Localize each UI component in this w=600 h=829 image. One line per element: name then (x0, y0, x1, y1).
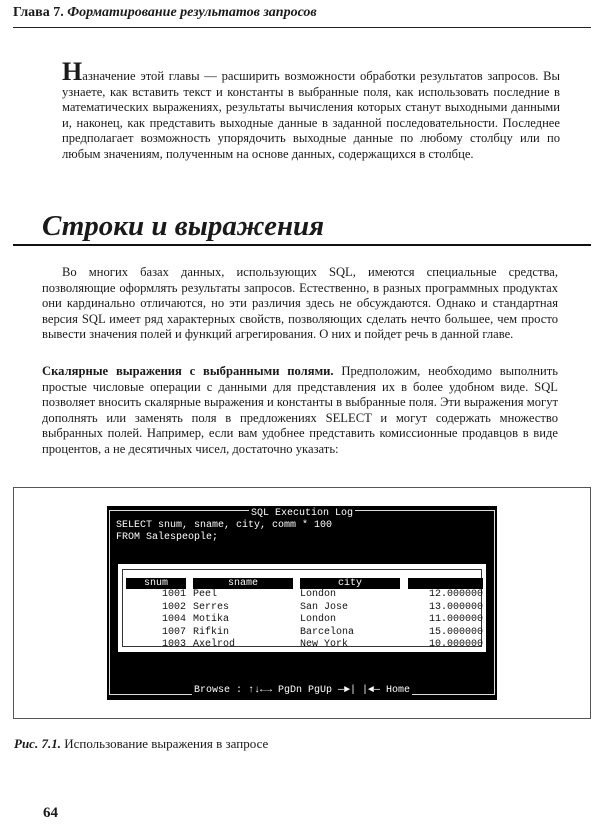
column-header (408, 578, 483, 589)
column-comm-expression (408, 578, 483, 652)
screen-frame (109, 510, 495, 695)
figure-caption (14, 736, 268, 752)
chapter-number: Глава 7. (13, 5, 64, 20)
table-cell: 1004 (161, 614, 186, 625)
result-table-border (122, 569, 483, 650)
result-table (118, 564, 486, 652)
section-rule (13, 244, 591, 246)
paragraph-3 (42, 364, 558, 458)
header-rule (13, 27, 591, 28)
sql-query (116, 520, 332, 544)
table-cell: New York (300, 639, 349, 650)
intro-paragraph (62, 57, 560, 163)
column-city (300, 578, 400, 652)
table-cell: 1001 (161, 589, 186, 600)
browse-status-text: Browse : ↑↓←→ PgDn PgUp —►| |◄— Home (193, 685, 411, 696)
table-cell: 1002 (161, 601, 186, 613)
chapter-title: Форматирование результатов запросов (67, 5, 317, 20)
sql-execution-log-screen (107, 506, 497, 700)
column-snum (126, 578, 186, 652)
column-sname (193, 578, 293, 652)
paragraph-2: Во многих базах данных, использующих SQL, имеются специальные средства, позволяющие оформлять результаты запросов. Естественно, в разных программных продуктах они кардинально отличаются, но эти различия здесь не обсуждаются. Однако и стандартная версия SQL имеет ряд характерных свойств, позволяющих сделать нечто большее, чем просто вывести значения полей и функций агрегирования. О них и пойдет речь в данной главе. (42, 265, 558, 342)
section-title: Строки и выражения (42, 210, 325, 242)
table-cell: 15.000000 (428, 626, 483, 638)
column-header: city (300, 578, 400, 589)
drop-cap: Н (62, 57, 83, 86)
table-cell: 13.000000 (428, 601, 483, 613)
paragraph-3-text: Предположим, необходимо выполнить простые числовые операции с данными для представления их в более удобном виде. SQL позволяет вносить скалярные выражения и константы в выбранные поля. Эти выражения могут дополнять или заменять поля в предложениях SELECT и могут содержать множество выбранных полей. Например, если вам удобнее представить комиссионные продавцов в виде процентов, а не десятичных чисел, достаточно указать: (42, 364, 559, 456)
table-cell: 11.000000 (428, 614, 483, 625)
caption-label: Рис. 7.1. (14, 736, 61, 751)
sql-line-1: SELECT snum, sname, city, comm * 100 (116, 520, 333, 531)
table-cell: London (300, 614, 337, 625)
screen-title (110, 509, 494, 519)
table-cell: Barcelona (300, 626, 355, 638)
table-cell: Rifkin (193, 626, 230, 638)
table-cell: San Jose (300, 601, 349, 613)
browse-status-bar (110, 686, 494, 696)
sql-line-2: FROM Salespeople; (116, 532, 219, 543)
table-cell: Motika (193, 614, 230, 625)
table-cell: London (300, 589, 337, 600)
column-header: sname (193, 578, 293, 589)
caption-text: Использование выражения в запросе (64, 736, 269, 751)
table-cell: Serres (193, 601, 230, 613)
run-in-heading: Скалярные выражения с выбранными полями. (42, 364, 334, 378)
intro-text: азначение этой главы — расширить возможности обработки результатов запросов. Вы узнаете, как вставить текст и константы в выбранные поля, как использовать последние в математических выражениях, результаты вычисления которых станут выходными данными и, наконец, как представить выходные данные в заданной последовательности. Последнее предполагает возможность упорядочить выходные данные по любому столбцу или по любым значениям, полученным на основе данных, содержащихся в столбце. (62, 69, 560, 161)
table-cell: 12.000000 (428, 589, 483, 600)
running-head (13, 5, 317, 21)
table-cell: 1003 (161, 639, 186, 650)
screen-title-text: SQL Execution Log (250, 508, 354, 519)
table-cell: 1007 (161, 626, 186, 638)
table-cell: Peel (193, 589, 218, 600)
column-header: snum (126, 578, 186, 589)
table-cell: 10.000000 (428, 639, 483, 650)
page-number: 64 (43, 805, 58, 821)
table-cell: Axelrod (193, 639, 236, 650)
